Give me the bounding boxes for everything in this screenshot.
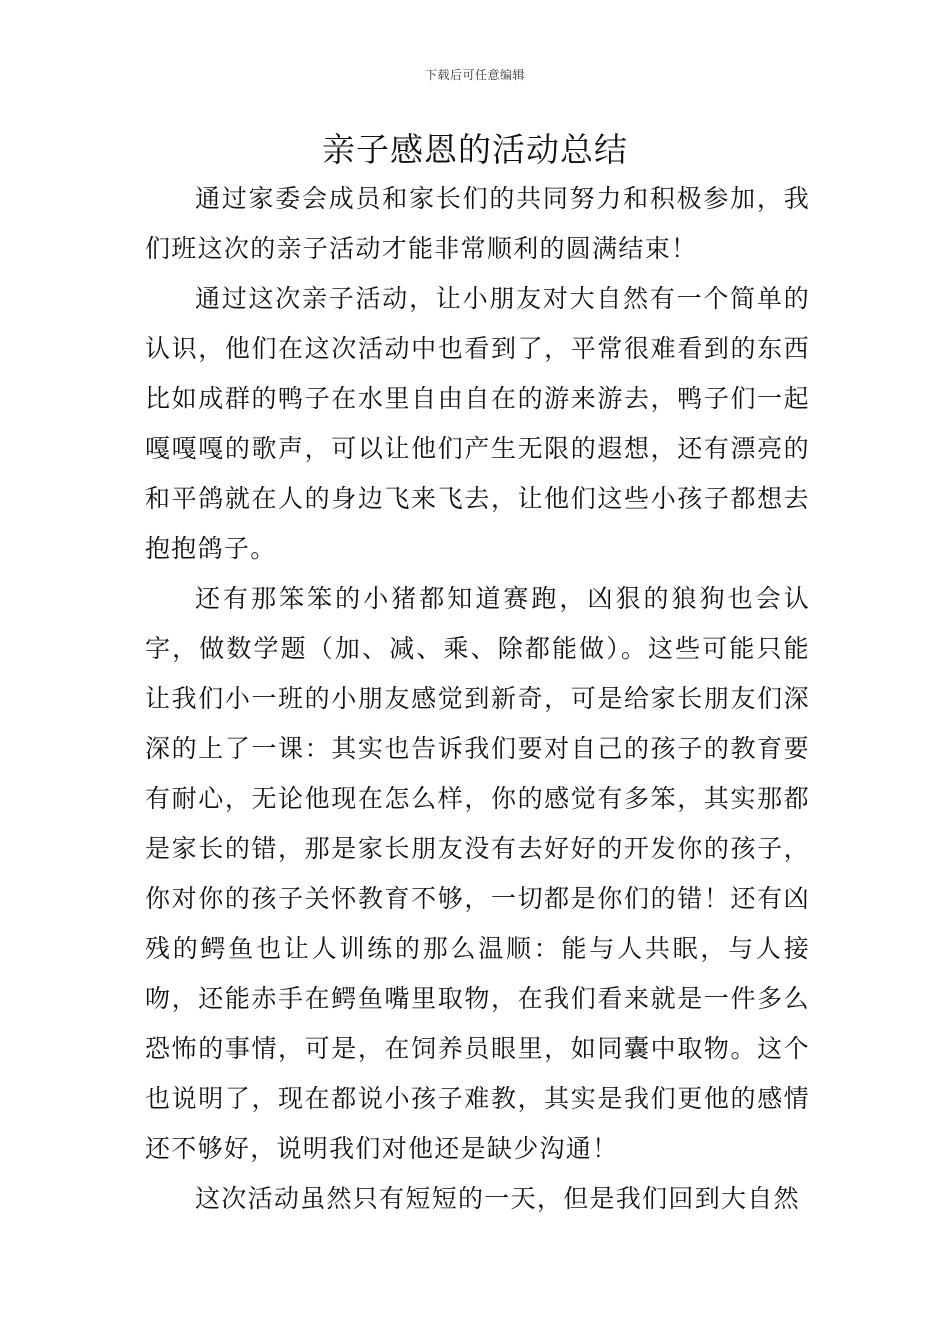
header-note: 下载后可任意编辑 [424,68,525,82]
document-title: 亲子感恩的活动总结 [322,130,628,169]
paragraph-2: 通过这次亲子活动，让小朋友对大自然有一个简单的认识，他们在这次活动中也看到了，平常很难看到的东西比如成群的鸭子在水里自由自在的游来游去，鸭子们一起嘎嘎嘎的歌声，可以让他们产生无限的遐想，还有漂亮的和平鸽就在人的身边飞来飞去，让他们这些小孩子都想去抱抱鸽子。 [145,284,810,563]
paragraph-1: 通过家委会成员和家长们的共同努力和积极参加，我们班这次的亲子活动才能非常顺利的圆满结束！ [145,184,810,263]
paragraph-3: 还有那笨笨的小猪都知道赛跑，凶狠的狼狗也会认字，做数学题（加、减、乘、除都能做）。这些可能只能让我们小一班的小朋友感觉到新奇，可是给家长朋友们深深的上了一课：其实也告诉我们要对自己的孩子的教育要有耐心，无论他现在怎么样，你的感觉有多笨，其实那都是家长的错，那是家长朋友没有去好好的开发你的孩子，你对你的孩子关怀教育不够，一切都是你们的错！还有凶残的鳄鱼也让人训练的那么温顺：能与人共眠，与人接吻，还能赤手在鳄鱼嘴里取物，在我们看来就是一件多么恐怖的事情，可是，在饲养员眼里，如同囊中取物。这个也说明了，现在都说小孩子难教，其实是我们更他的感情还不够好，说明我们对他还是缺少沟通！ [145,584,810,1163]
paragraph-4: 这次活动虽然只有短短的一天，但是我们回到大自然 [195,1184,800,1213]
document-body [145,174,810,1224]
